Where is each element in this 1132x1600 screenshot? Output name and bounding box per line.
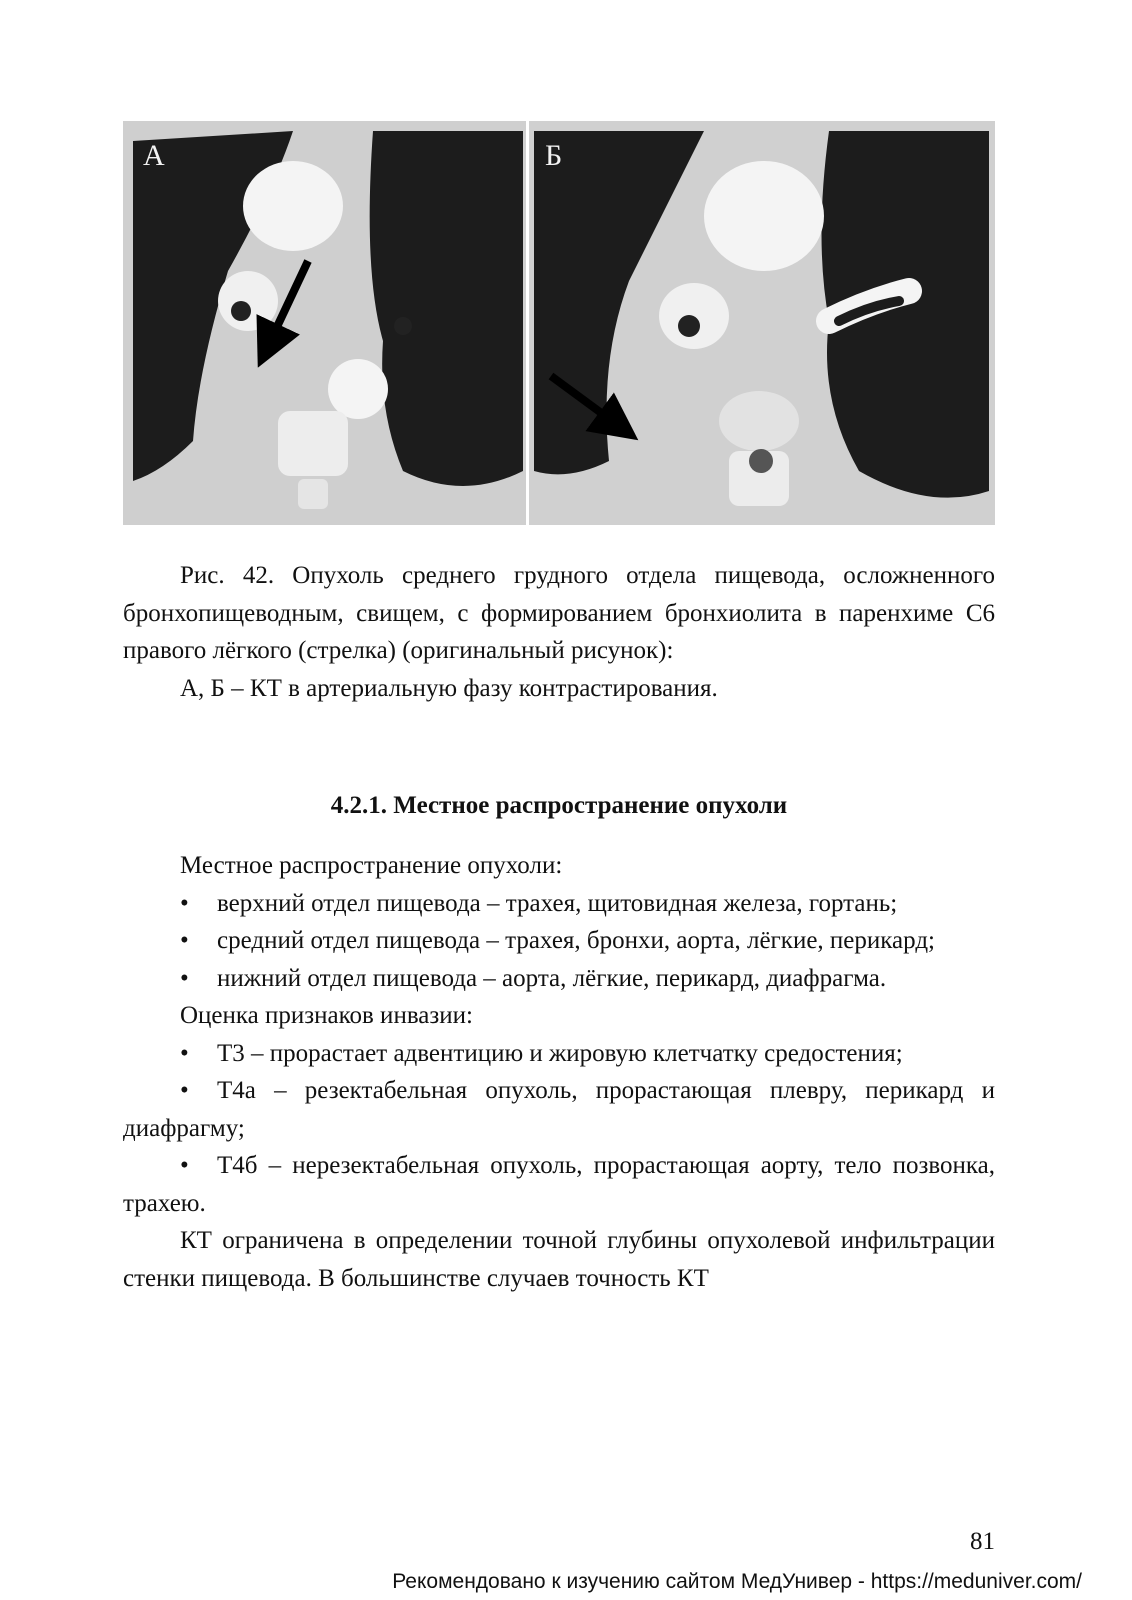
list-item: • Т4б – нерезектабельная опухоль, прорастающая аорту, тело позвонка, трахею. <box>123 1147 995 1222</box>
bullet: • <box>180 1152 189 1179</box>
page-number: 81 <box>970 1528 995 1555</box>
bullet: • <box>180 889 189 917</box>
caption-text: Рис. 42. Опухоль среднего грудного отдела пищевода, осложненного бронхопищеводным, свищем, с формированием бронхиолита в паренхиме С6 правого лёгкого (стрелка) (оригинальный рисунок): <box>123 562 995 664</box>
list-item: • нижний отдел пищевода – аорта, лёгкие, перикард, диафрагма. <box>123 960 995 998</box>
panel-b-label: Б <box>545 139 563 172</box>
spread-intro: Местное распространение опухоли: <box>180 852 563 879</box>
bullet: • <box>180 1077 189 1104</box>
ct-figure <box>123 121 995 525</box>
caption-sub: А, Б – КТ в артериальную фазу контрастирования. <box>180 674 718 702</box>
list-item: • верхний отдел пищевода – трахея, щитовидная железа, гортань; <box>123 885 995 923</box>
ct-panel-a <box>123 121 527 525</box>
panel-a-label: А <box>143 139 165 172</box>
footer-link[interactable]: Рекомендовано к изучению сайтом МедУнивер - https://meduniver.com/ <box>392 1570 1082 1593</box>
closing-paragraph: КТ ограничена в определении точной глубины опухолевой инфильтрации стенки пищевода. В большинстве случаев точность КТ <box>123 1227 995 1292</box>
bullet: • <box>180 927 189 954</box>
list-item: • Т4а – резектабельная опухоль, прорастающая плевру, перикард и диафрагму; <box>123 1072 995 1147</box>
bullet: • <box>180 1039 189 1067</box>
bullet: • <box>180 964 189 992</box>
list-item: • средний отдел пищевода – трахея, бронхи, аорта, лёгкие, перикард; <box>123 922 995 960</box>
invasion-intro: Оценка признаков инвазии: <box>180 1002 473 1029</box>
ct-scan-image <box>123 121 995 525</box>
figure-caption <box>123 557 995 707</box>
ct-panel-b <box>529 121 995 525</box>
body-text <box>123 847 995 1297</box>
section-heading: 4.2.1. Местное распространение опухоли <box>330 792 788 819</box>
list-item: • Т3 – прорастает адвентицию и жировую клетчатку средостения; <box>123 1035 995 1073</box>
